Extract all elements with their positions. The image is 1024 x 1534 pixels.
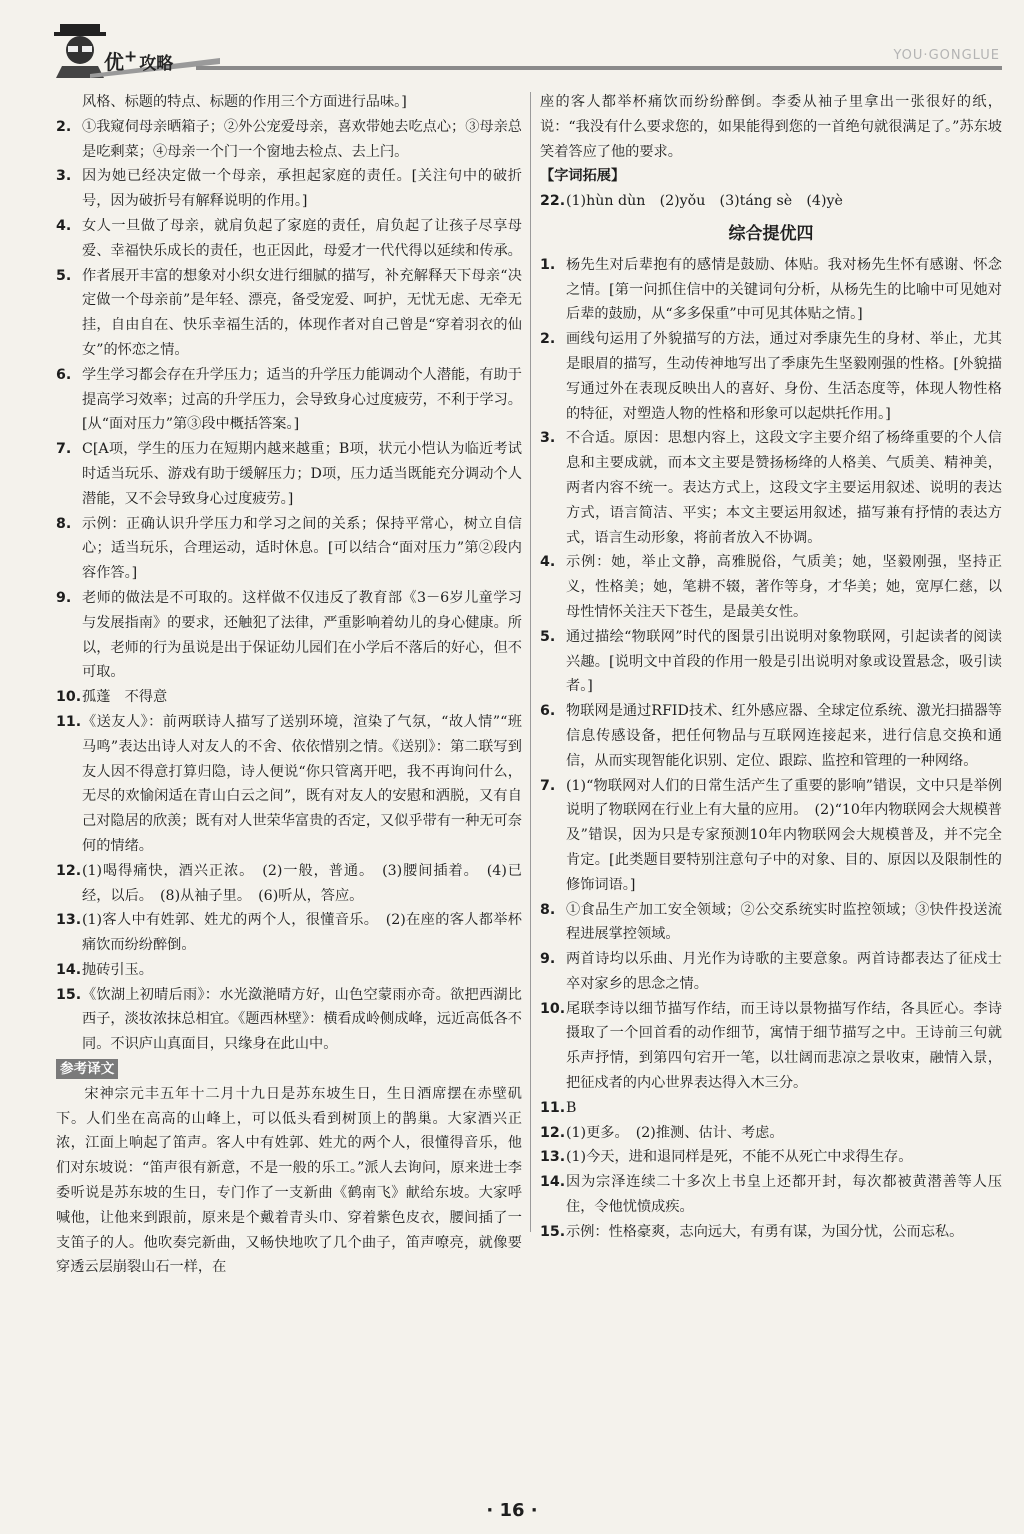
answer-item <box>56 164 522 214</box>
answer-item <box>540 625 1002 699</box>
item-text: (1)“物联网对人们的日常生活产生了重要的影响”错误，文中只是举例说明了物联网在行业上有大量的应用。 (2)“10年内物联网会大规模普及”错误，因为只是专家预测10年内物联网会大规模普及，并不完全肯定。[此类题目要特别注意句子中的对象、目的、原因以及限制性的修饰词语。] <box>566 777 1002 893</box>
item-number: 11. <box>56 713 82 730</box>
reference-translation-text: 宋神宗元丰五年十二月十九日是苏东坡生日，生日酒席摆在赤壁矶下。人们坐在高高的山峰上，可以低头看到树顶上的鹊巢。大家酒兴正浓，江面上响起了笛声。客人中有姓郭、姓尤的两个人，很懂得音乐，他们对东坡说：“笛声很有新意，不是一般的乐工。”派人去询问，原来进士李委听说是苏东坡的生日，专门作了一支新曲《鹤南飞》献给东坡。大家呼喊他，让他来到跟前，原来是个戴着青头巾、穿着紫色皮衣，腰间插了一支笛子的人。他吹奏完新曲，又畅快地吹了几个曲子，笛声嘹亮，就像要穿透云层崩裂山石一样，在 <box>56 1085 522 1276</box>
item-text: 示例：她，举止文静，高雅脱俗，气质美；她，坚毅刚强，坚持正义，性格美；她，笔耕不辍，著作等身，才华美；她，宽厚仁慈，以母性情怀关注天下苍生，是最美女性。 <box>566 554 1002 620</box>
item-number: 4. <box>540 554 556 571</box>
item-text: 示例：正确认识升学压力和学习之间的关系；保持平常心，树立自信心；适当玩乐，合理运动，适时休息。[可以结合“面对压力”第②段内容作答。] <box>82 515 522 582</box>
answer-item <box>56 437 522 511</box>
item-number: 14. <box>540 1174 566 1191</box>
answer-item <box>56 586 522 685</box>
item-text: (1)今天，进和退同样是死，不能不从死亡中求得生存。 <box>566 1149 913 1166</box>
continuation-text: 座的客人都举杯痛饮而纷纷醉倒。李委从袖子里拿出一张很好的纸，说：“我没有什么要求您的，如果能得到您的一首绝句就很满足了。”苏东坡笑着答应了他的要求。 <box>540 94 1002 160</box>
item-text: 画线句运用了外貌描写的方法，通过对季康先生的身材、举止，尤其是眼眉的描写，生动传神地写出了季康先生坚毅刚强的性格。[外貌描写通过外在表现反映出人的喜好、身份、生活态度等，体现人物性格的特征，对塑造人物的性格和形象可以起烘托作用。] <box>566 331 1002 422</box>
answer-item <box>56 685 522 710</box>
item-number: 3. <box>56 168 72 185</box>
item-number: 12. <box>56 862 82 879</box>
item-number: 6. <box>540 703 556 720</box>
answer-item <box>540 426 1002 550</box>
answer-item <box>540 947 1002 997</box>
item-text: 杨先生对后辈抱有的感情是鼓励、体贴。我对杨先生怀有感谢、怀念之情。[第一问抓住信中的关键词句分析，从杨先生的比喻中可见她对后辈的鼓励，从“多多保重”中可见其体贴之情。] <box>566 256 1002 323</box>
item-number: 12. <box>540 1124 566 1141</box>
item-text: (1)喝得痛快，酒兴正浓。 (2)一般，普通。 (3)腰间插着。 (4)已经，以后。 (8)从袖子里。 (6)听从，答应。 <box>82 862 522 904</box>
answer-item <box>540 1096 1002 1121</box>
item-number: 8. <box>540 901 556 918</box>
word-extension-label: 【字词拓展】 <box>540 168 626 185</box>
item-number: 13. <box>56 912 82 929</box>
answer-item <box>540 774 1002 898</box>
item-text: 不合适。原因：思想内容上，这段文字主要介绍了杨绛重要的个人信息和主要成就，而本文主要是赞扬杨绛的人格美、气质美、精神美，两者内容不统一。表达方式上，这段文字主要运用叙述、说明的表达方式，语言简洁、平实；本文主要运用叙述，描写兼有抒情的表达方式，语言生动形象，将前者放入不协调。 <box>566 430 1002 546</box>
answer-item <box>540 253 1002 327</box>
item-number: 10. <box>540 1000 566 1017</box>
answer-item <box>540 1170 1002 1220</box>
item-text: (1)更多。 (2)推测、估计、考虑。 <box>566 1124 784 1141</box>
answer-item <box>56 908 522 958</box>
item-number: 3. <box>540 430 556 447</box>
answer-item <box>56 115 522 165</box>
section-title: 综合提优四 <box>728 223 814 244</box>
item-number: 7. <box>540 777 556 794</box>
answer-item <box>56 983 522 1057</box>
item-number: 4. <box>56 217 72 234</box>
answer-item <box>56 90 522 115</box>
answer-item <box>540 898 1002 948</box>
brand-logo-text: 优+ 攻略 <box>104 46 174 74</box>
item-text: C[A项，学生的压力在短期内越来越重；B项，状元小恺认为临近考试时适当玩乐、游戏有助于缓解压力；D项，压力适当既能充分调动个人潜能，又不会导致身心过度疲劳。] <box>82 441 522 507</box>
item-number: 8. <box>56 515 72 532</box>
right-column <box>540 90 1002 1245</box>
item-text: ①我窥伺母亲晒箱子；②外公宠爱母亲，喜欢带她去吃点心；③母亲总是吃剩菜；④母亲一个门一个窗地去检点、去上闩。 <box>82 118 522 160</box>
answer-item <box>540 550 1002 624</box>
item-text: 抛砖引玉。 <box>82 961 153 978</box>
item-number: 9. <box>540 951 556 968</box>
item-number: 14. <box>56 961 82 978</box>
item-text: 示例：性格豪爽，志向远大，有勇有谋，为国分忧，公而忘私。 <box>566 1223 964 1240</box>
answer-item <box>56 958 522 983</box>
left-column <box>56 90 522 1280</box>
item-number: 10. <box>56 689 82 706</box>
answer-item <box>540 327 1002 426</box>
answer-item <box>56 859 522 909</box>
page-number: · 16 · <box>486 1500 538 1521</box>
answer-item <box>56 214 522 264</box>
page-header <box>0 0 1024 88</box>
item-text: 因为宗泽连续二十多次上书皇上还都开封，每次都被黄潜善等人压住，令他忧愤成疾。 <box>566 1174 1002 1216</box>
item-text: 因为她已经决定做一个母亲，承担起家庭的责任。[关注句中的破折号，因为破折号有解释说明的作用。] <box>82 168 522 210</box>
item-text: 学生学习都会存在升学压力；适当的升学压力能调动个人潜能，有助于提高学习效率；过高的升学压力，会导致身心过度疲劳，不利于学习。[从“面对压力”第③段中概括答案。] <box>82 366 522 433</box>
item-number: 2. <box>540 331 556 348</box>
header-rule <box>196 66 1002 70</box>
item-number: 13. <box>540 1149 566 1166</box>
answer-item <box>56 264 522 363</box>
item-number: 1. <box>540 256 556 273</box>
answer-item <box>56 710 522 859</box>
item-text: 老师的做法是不可取的。这样做不仅违反了教育部《3－6岁儿童学习与发展指南》的要求，还触犯了法律，严重影响着幼儿的身心健康。所以，老师的行为虽说是出于保证幼儿园们在小学后不落后的好心，但不可取。 <box>82 589 522 681</box>
item-number: 5. <box>540 628 556 645</box>
answer-item <box>540 189 1002 214</box>
item-number: 11. <box>540 1099 566 1116</box>
item-text: 尾联李诗以细节描写作结，而王诗以景物描写作结，各具匠心。李诗摄取了一个回首看的动作细节，寓情于细节描写之中。王诗前三句就乐声抒情，到第四句宕开一笔，以壮阔而悲凉之景收束，融情入景，把征戍者的内心世界表达得入木三分。 <box>566 1000 1002 1092</box>
item-number: 7. <box>56 441 72 458</box>
item-text: 两首诗均以乐曲、月光作为诗歌的主要意象。两首诗都表达了征戍士卒对家乡的思念之情。 <box>566 951 1002 992</box>
item-number: 15. <box>56 986 82 1003</box>
item-text: 女人一旦做了母亲，就肩负起了家庭的责任，肩负起了让孩子尽享母爱、幸福快乐成长的责任，也正因此，母爱才一代代得以延续和传承。 <box>82 217 522 259</box>
item-text: (1)hùn dùn (2)yǒu (3)táng sè (4)yè <box>566 193 843 210</box>
item-number: 9. <box>56 589 72 606</box>
item-text: 通过描绘“物联网”时代的图景引出说明对象物联网，引起读者的阅读兴趣。[说明文中首段的作用一般是引出说明对象或设置悬念，吸引读者。] <box>566 628 1002 695</box>
item-text: 作者展开丰富的想象对小织女进行细腻的描写，补充解释天下母亲“决定做一个母亲前”是年轻、漂亮，备受宠爱、呵护，无忧无虑、无牵无挂，自由自在、快乐幸福生活的，体现作者对自己曾是“穿着羽衣的仙女”的怀恋之情。 <box>82 267 522 358</box>
answer-item <box>56 512 522 586</box>
item-text: 孤蓬 不得意 <box>82 689 168 706</box>
answer-item <box>540 1145 1002 1170</box>
item-text: 《饮湖上初晴后雨》：水光潋滟晴方好，山色空蒙雨亦奇。欲把西湖比西子，淡妆浓抹总相宜。《题西林壁》：横看成岭侧成峰，远近高低各不同。不识庐山真面目，只缘身在此山中。 <box>82 986 522 1053</box>
item-text: 风格、标题的特点、标题的作用三个方面进行品味。] <box>82 94 407 110</box>
item-number: 15. <box>540 1223 566 1240</box>
answer-item <box>540 1220 1002 1245</box>
item-text: (1)客人中有姓郭、姓尤的两个人，很懂音乐。 (2)在座的客人都举杯痛饮而纷纷醉倒。 <box>82 912 522 954</box>
column-divider <box>530 92 531 1232</box>
answer-item <box>540 997 1002 1096</box>
item-number: 6. <box>56 366 72 383</box>
item-text: ①食品生产加工安全领域；②公交系统实时监控领域；③快件投送流程进展掌控领域。 <box>566 901 1002 943</box>
answer-item <box>540 1121 1002 1146</box>
item-text: 物联网是通过RFID技术、红外感应器、全球定位系统、激光扫描器等信息传感设备，把任何物品与互联网连接起来，进行信息交换和通信，从而实现智能化识别、定位、跟踪、监控和管理的一种网络。 <box>566 703 1002 769</box>
answer-item <box>540 699 1002 773</box>
item-number: 5. <box>56 267 72 284</box>
item-number: 22. <box>540 193 566 210</box>
brand-pinyin: YOU·GONGLUE <box>893 48 1000 63</box>
item-number: 2. <box>56 118 72 135</box>
answer-item <box>56 363 522 437</box>
item-text: 《送友人》：前两联诗人描写了送别环境，渲染了气氛，“故人情”“班马鸣”表达出诗人对友人的不舍、依依惜别之情。《送别》：第二联写到友人因不得意打算归隐，诗人便说“你只管离开吧，我不再询问什么，无尽的欢愉闲适在青山白云之间”，既有对友人的安慰和洒脱，又有自己对隐居的欣羡；既有对人世荣华富贵的否定，又似乎带有一种无可奈何的情绪。 <box>82 713 522 854</box>
item-text: B <box>566 1099 577 1116</box>
reference-translation-label: 参考译文 <box>56 1059 118 1079</box>
